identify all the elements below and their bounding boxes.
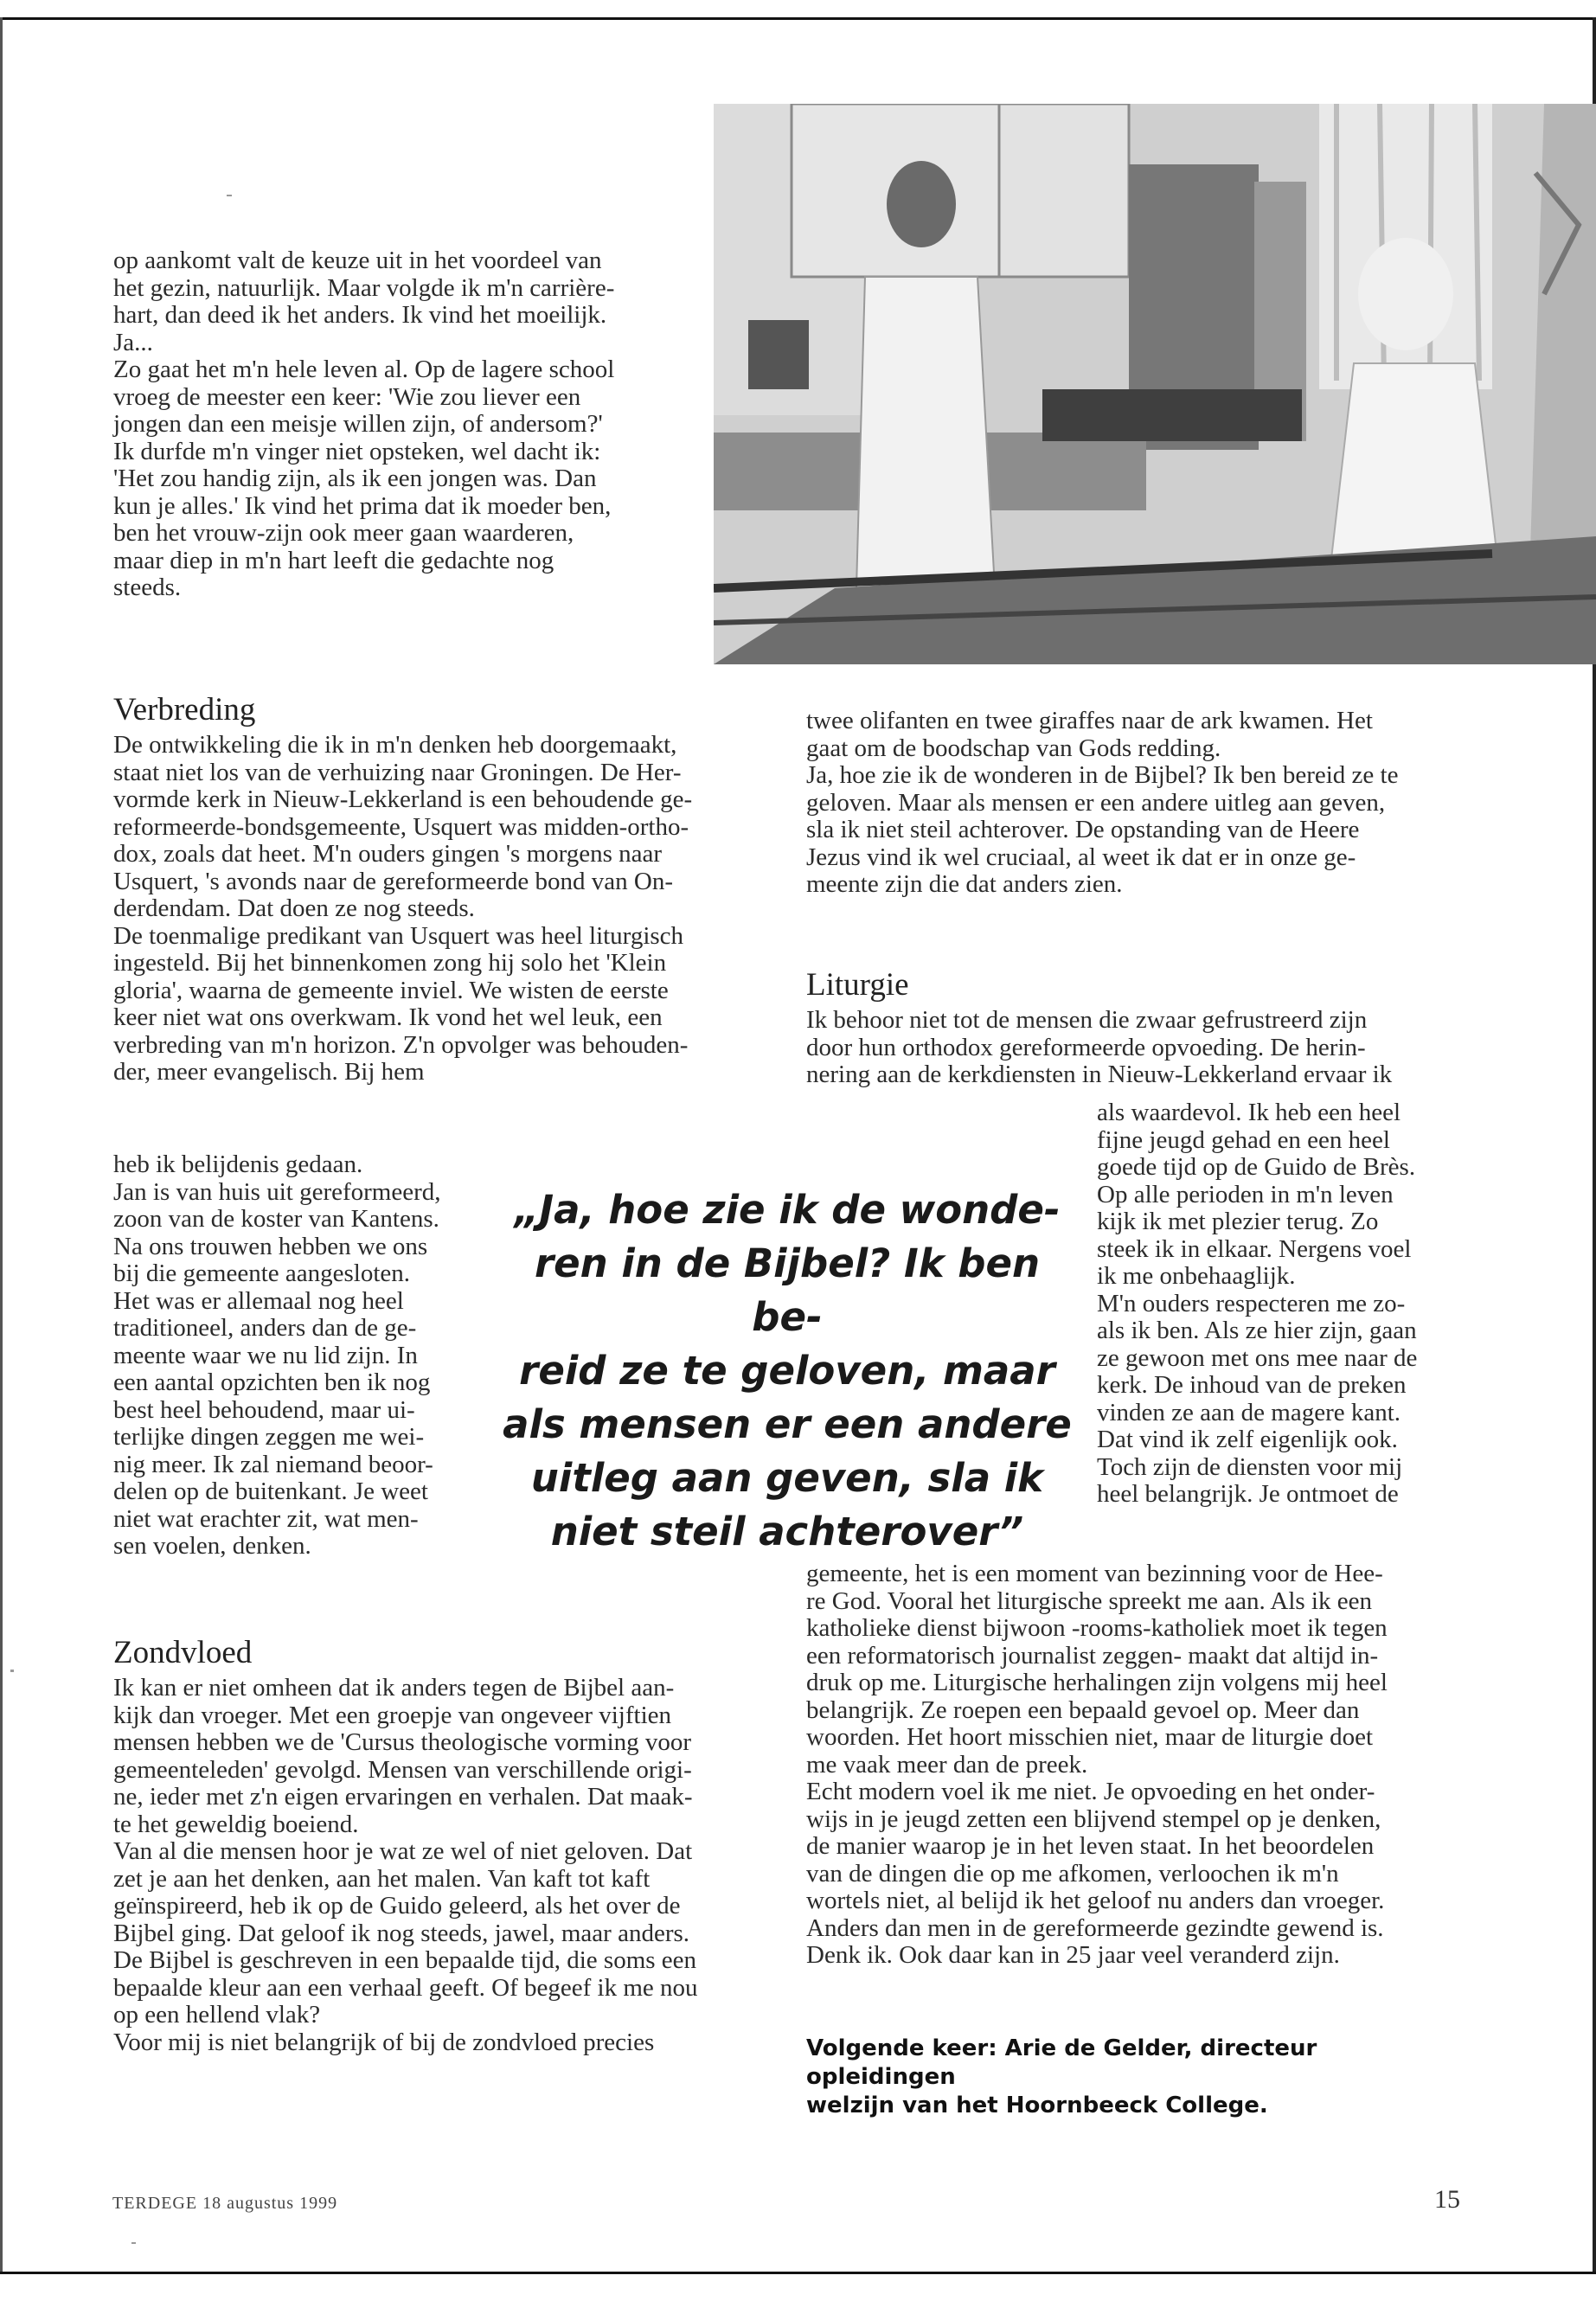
body-line: katholieke dienst bijwoon -rooms-katholiek moet ik tegen (806, 1614, 1388, 1642)
body-line: best heel behoudend, maar ui- (113, 1395, 415, 1424)
body-line: Het was er allemaal nog heel (113, 1286, 404, 1315)
body-line: Dat vind ik zelf eigenlijk ook. (1097, 1426, 1398, 1453)
body-line: een aantal opzichten ben ik nog (113, 1368, 431, 1396)
body-line: De toenmalige predikant van Usquert was heel liturgisch (113, 921, 684, 950)
body-line: gaat om de boodschap van Gods redding. (806, 734, 1221, 762)
intro-line: Ik durfde m'n vinger niet opsteken, wel dacht ik: (113, 437, 601, 465)
body-line: gemeente, het is een moment van bezinning voor de Hee- (806, 1560, 1383, 1587)
body-line: derdendam. Dat doen ze nog steeds. (113, 894, 475, 922)
body-line: wortels niet, al belijd ik het geloof nu anders dan vroeger. (806, 1887, 1385, 1914)
body-line: twee olifanten en twee giraffes naar de ark kwamen. Het (806, 707, 1373, 734)
next-time-line: Volgende keer: Arie de Gelder, directeur opleidingen (806, 2035, 1317, 2090)
liturgie-narrow-text (1097, 1099, 1464, 1509)
pull-quote (502, 1183, 1073, 1559)
body-line: sla ik niet steil achterover. De opstanding van de Heere (806, 816, 1360, 843)
body-line: dox, zoals dat heet. M'n ouders gingen 's morgens naar (113, 840, 663, 868)
body-line: De Bijbel is geschreven in een bepaalde tijd, die soms een (113, 1946, 697, 1974)
verbreding-narrow-text (113, 1151, 459, 1561)
body-line: ne, ieder met z'n eigen ervaringen en verhalen. Dat maak- (113, 1783, 693, 1811)
body-line: gloria', waarna de gemeente inviel. We wisten de eerste (113, 976, 669, 1004)
body-line: nering aan de kerkdiensten in Nieuw-Lekkerland ervaar ik (806, 1061, 1393, 1088)
right-column-continuation (806, 708, 1464, 899)
body-line: Op alle perioden in m'n leven (1097, 1180, 1394, 1208)
footer-publication: TERDEGE 18 augustus 1999 (112, 2194, 338, 2213)
article-photo (714, 104, 1596, 664)
liturgie-continuation (806, 1561, 1464, 1970)
body-line: te het geweldig boeiend. (113, 1810, 359, 1838)
body-line: verbreding van m'n horizon. Z'n opvolger was behouden- (113, 1030, 689, 1059)
body-line: nig meer. Ik zal niemand beoor- (113, 1450, 433, 1478)
liturgie-section (806, 967, 1464, 1089)
intro-line: kun je alles.' Ik vind het prima dat ik moeder ben, (113, 491, 612, 520)
body-line: Voor mij is niet belangrijk of bij de zondvloed precies (113, 2028, 655, 2056)
body-line: geloven. Maar als mensen er een andere uitleg aan geven, (806, 788, 1386, 817)
intro-line: ben het vrouw-zijn ook meer gaan waarderen, (113, 519, 574, 547)
body-line: re God. Vooral het liturgische spreekt me aan. Als ik een (806, 1586, 1372, 1615)
verbreding-heading: Verbreding (113, 692, 256, 727)
body-line: een reformatorisch journalist zeggen- maakt dat altijd in- (806, 1641, 1379, 1670)
pull-quote-line: reid ze te geloven, maar (519, 1348, 1055, 1394)
body-line: ze gewoon met ons mee naar de (1097, 1343, 1418, 1372)
body-line: Toch zijn de diensten voor mij (1097, 1452, 1403, 1481)
pull-quote-line: uitleg aan geven, sla ik (530, 1455, 1044, 1501)
intro-line: op aankomt valt de keuze uit in het voordeel van (113, 247, 602, 274)
body-line: door hun orthodox gereformeerde opvoeding. De herin- (806, 1033, 1366, 1061)
scan-speck (131, 2242, 136, 2244)
top-border (0, 17, 1596, 20)
liturgie-heading: Liturgie (806, 967, 909, 1003)
body-line: druk op me. Liturgische herhalingen zijn volgens mij heel (806, 1669, 1388, 1696)
left-edge (0, 17, 3, 2274)
body-line: sen voelen, denken. (113, 1532, 311, 1560)
page-number: 15 (1434, 2185, 1460, 2214)
intro-line: hart, dan deed ik het anders. Ik vind het moeilijk. (113, 301, 607, 329)
body-line: Jezus vind ik wel cruciaal, al weet ik dat er in onze ge- (806, 843, 1356, 871)
body-line: steek ik in elkaar. Nergens voel (1097, 1234, 1412, 1263)
bottom-border (0, 2272, 1596, 2274)
zondvloed-heading: Zondvloed (113, 1635, 253, 1670)
body-line: ik me onbehaaglijk. (1097, 1262, 1296, 1290)
body-line: staat niet los van de verhuizing naar Groningen. De Her- (113, 758, 682, 786)
body-line: Anders dan men in de gereformeerde gezindte gewend is. (806, 1913, 1384, 1942)
intro-paragraph (113, 247, 680, 602)
intro-line: steeds. (113, 574, 182, 601)
body-line: kijk dan vroeger. Met een groepje van ongeveer vijftien (113, 1701, 672, 1729)
body-line: als waardevol. Ik heb een heel (1097, 1099, 1401, 1126)
body-line: van de dingen die op me afkomen, verloochen ik m'n (806, 1859, 1339, 1888)
body-line: Ja, hoe zie ik de wonderen in de Bijbel? Ik ben bereid ze te (806, 761, 1399, 789)
body-line: me vaak meer dan de preek. (806, 1750, 1088, 1779)
body-line: geïnspireerd, heb ik op de Guido geleerd, als het over de (113, 1892, 681, 1920)
body-line: delen op de buitenkant. Je weet (113, 1477, 428, 1505)
body-line: meente waar we nu lid zijn. In (113, 1341, 418, 1369)
body-line: meente zijn die dat anders zien. (806, 870, 1123, 898)
body-line: M'n ouders respecteren me zo- (1097, 1289, 1406, 1317)
body-line: reformeerde-bondsgemeente, Usquert was midden-ortho- (113, 812, 689, 841)
body-line: Usquert, 's avonds naar de gereformeerde bond van On- (113, 867, 674, 895)
body-line: fijne jeugd gehad en een heel (1097, 1125, 1390, 1154)
body-line: bepaalde kleur aan een verhaal geeft. Of begeef ik me nou (113, 1973, 698, 2002)
next-time-line: welzijn van het Hoornbeeck College. (806, 2093, 1268, 2118)
body-line: Na ons trouwen hebben we ons (113, 1232, 428, 1260)
body-line: De ontwikkeling die ik in m'n denken heb doorgemaakt, (113, 731, 677, 759)
body-line: terlijke dingen zeggen me wei- (113, 1423, 425, 1451)
body-line: keer niet wat ons overkwam. Ik vond het wel leuk, een (113, 1003, 663, 1031)
body-line: kerk. De inhoud van de preken (1097, 1371, 1407, 1399)
body-line: der, meer evangelisch. Bij hem (113, 1058, 425, 1086)
pull-quote-line: ren in de Bijbel? Ik ben be- (534, 1240, 1041, 1340)
intro-line: het gezin, natuurlijk. Maar volgde ik m'n carrière- (113, 273, 615, 302)
body-line: de manier waarop je in het leven staat. In het beoordelen (806, 1832, 1375, 1860)
body-line: Van al die mensen hoor je wat ze wel of niet geloven. Dat (113, 1837, 693, 1865)
body-line: gemeenteleden' gevolgd. Mensen van verschillende origi- (113, 1755, 692, 1784)
body-line: belangrijk. Ze roepen een bepaald gevoel op. Meer dan (806, 1695, 1360, 1724)
body-line: goede tijd op de Guido de Brès. (1097, 1153, 1416, 1181)
intro-line: maar diep in m'n hart leeft die gedachte nog (113, 546, 554, 574)
body-line: heb ik belijdenis gedaan. (113, 1150, 363, 1178)
intro-line: Zo gaat het m'n hele leven al. Op de lagere school (113, 356, 615, 383)
body-line: bij die gemeente aangesloten. (113, 1259, 411, 1287)
body-line: heel belangrijk. Je ontmoet de (1097, 1480, 1399, 1508)
body-line: traditioneel, anders dan de ge- (113, 1314, 417, 1342)
body-line: woorden. Het hoort misschien niet, maar de liturgie doet (806, 1723, 1374, 1751)
body-line: ingesteld. Bij het binnenkomen zong hij solo het 'Klein (113, 949, 667, 977)
intro-line: vroeg de meester een keer: 'Wie zou liever een (113, 382, 581, 411)
body-line: vinden ze aan de magere kant. (1097, 1398, 1401, 1426)
scan-speck (227, 195, 232, 196)
body-line: Denk ik. Ook daar kan in 25 jaar veel veranderd zijn. (806, 1941, 1340, 1969)
body-line: zoon van de koster van Kantens. (113, 1205, 439, 1233)
body-line: Ik kan er niet omheen dat ik anders tegen de Bijbel aan- (113, 1674, 675, 1702)
pull-quote-line: niet steil achterover” (550, 1509, 1024, 1554)
next-time-note (806, 2035, 1464, 2120)
body-line: Jan is van huis uit gereformeerd, (113, 1177, 441, 1206)
body-line: niet wat erachter zit, wat men- (113, 1504, 419, 1533)
pull-quote-line: als mensen er een andere (503, 1401, 1072, 1447)
body-line: als ik ben. Als ze hier zijn, gaan (1097, 1317, 1417, 1344)
scan-speck (10, 1670, 14, 1672)
photo-nurses-in-hospital-room-icon (714, 104, 1596, 664)
body-line: wijs in je jeugd zetten een blijvend stempel op je denken, (806, 1804, 1381, 1833)
intro-line: jongen dan een meisje willen zijn, of andersom?' (113, 410, 603, 438)
body-line: mensen hebben we de 'Cursus theologische vorming voor (113, 1728, 692, 1756)
body-line: Ik behoor niet tot de mensen die zwaar gefrustreerd zijn (806, 1006, 1368, 1034)
verbreding-section (113, 692, 749, 1086)
pull-quote-line: „Ja, hoe zie ik de wonde- (514, 1187, 1061, 1233)
intro-line: 'Het zou handig zijn, als ik een jongen was. Dan (113, 465, 597, 492)
body-line: Bijbel ging. Dat geloof ik nog steeds, jawel, maar anders. (113, 1919, 690, 1947)
body-line: kijk ik met plezier terug. Zo (1097, 1208, 1379, 1235)
intro-line: Ja... (113, 328, 153, 356)
body-line: zet je aan het denken, aan het malen. Van kaft tot kaft (113, 1864, 651, 1893)
zondvloed-section (113, 1635, 749, 2056)
body-line: Echt modern voel ik me niet. Je opvoeding en het onder- (806, 1778, 1375, 1805)
body-line: vormde kerk in Nieuw-Lekkerland is een behoudende ge- (113, 785, 693, 813)
body-line: op een hellend vlak? (113, 2001, 321, 2029)
